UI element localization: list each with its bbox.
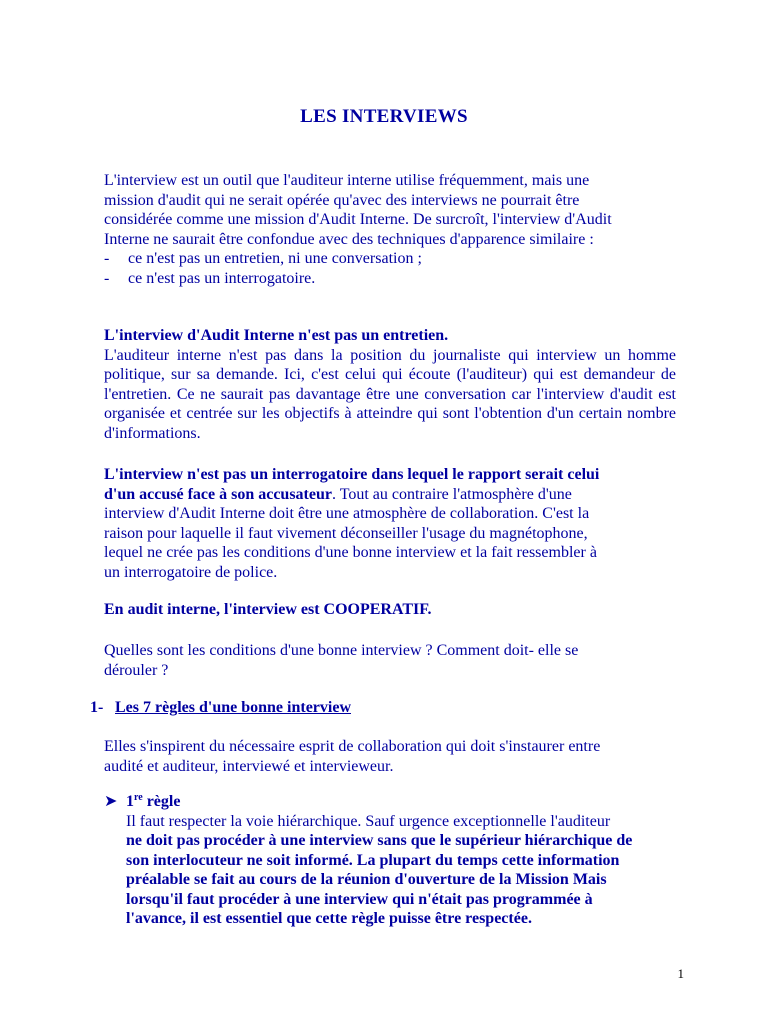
page-title: LES INTERVIEWS: [300, 106, 468, 127]
bullet-text: ce n'est pas un interrogatoire.: [128, 269, 316, 287]
rule-body: [126, 812, 658, 929]
bullet-dash: -: [104, 269, 110, 287]
rule-line-part: La plupart du temps cette information: [352, 851, 620, 869]
rule-number: 1: [126, 793, 134, 810]
rule-line: Il faut respecter la voie hiérarchique. Sauf urgence exceptionnelle l'auditeur: [126, 812, 611, 830]
rule-heading: [126, 792, 180, 812]
section-lead: L'interview n'est pas un interrogatoire dans lequel le rapport serait celui: [104, 466, 600, 483]
rule-ordinal: re: [134, 792, 143, 803]
section-heading-1: [90, 698, 490, 718]
page-number: 1: [677, 966, 684, 981]
section-not-interrogatoire: [104, 465, 676, 582]
rule-line: lorsqu'il faut procéder à une interview qui n'était pas programmée à: [126, 890, 593, 908]
rules-intro-line: audité et auditeur, interviewé et intervieweur.: [104, 757, 394, 775]
bullet-dash: -: [104, 250, 110, 267]
section-lead: L'interview d'Audit Interne n'est pas un entretien.: [104, 327, 449, 344]
section-not-entretien: [104, 326, 676, 443]
section-body: L'auditeur interne n'est pas dans la position du journaliste qui interview un homme politique, sur sa demande. Ici, c'est celui qui écoute (l'auditeur) qui est demandeur de l'entretien. Ce ne saurait pas davantage être une conversation car l'interview d'audit est organisée et centrée sur les objectifs à atteindre qui sont l'obtention d'un certain nombre d'informations.: [104, 346, 676, 442]
bullet-item: [104, 249, 664, 269]
rules-intro: [104, 737, 676, 776]
bullet-item: [104, 269, 664, 289]
intro-line: considérée comme une mission d'Audit Interne. De surcroît, l'interview d'Audit: [104, 211, 612, 228]
question-line: dérouler ?: [104, 661, 169, 679]
rule-line-part: son interlocuteur ne soit informé.: [126, 851, 353, 869]
rule-line: ne doit pas procéder à une interview sans que le supérieur hiérarchique de: [126, 832, 633, 849]
section-line: lequel ne crée pas les conditions d'une bonne interview et la fait ressembler à: [104, 544, 597, 561]
rule-line: l'avance, il est essentiel que cette règle puisse être respectée.: [126, 910, 532, 927]
section-line: interview d'Audit Interne doit être une atmosphère de collaboration. C'est la: [104, 505, 590, 522]
bullet-text: ce n'est pas un entretien, ni une conversation ;: [128, 250, 422, 267]
intro-line: Interne ne saurait être confondue avec des techniques d'apparence similaire :: [104, 230, 594, 248]
heading-label: Les 7 règles d'une bonne interview: [115, 699, 351, 716]
rule-line: [126, 851, 658, 871]
section-line: raison pour laquelle il faut vivement déconseiller l'usage du magnétophone,: [104, 524, 588, 542]
rule-line: préalable se fait au cours de la réunion d'ouverture de la Mission Mais: [126, 871, 607, 888]
rules-intro-line: Elles s'inspirent du nécessaire esprit de collaboration qui doit s'instaurer entre: [104, 738, 601, 755]
section-body-start: . Tout au contraire l'atmosphère d'une: [331, 485, 572, 503]
intro-paragraph: [104, 171, 664, 288]
intro-line: L'interview est un outil que l'auditeur interne utilise fréquemment, mais une: [104, 172, 590, 189]
heading-number: 1-: [90, 699, 104, 716]
section-line: un interrogatoire de police.: [104, 563, 278, 581]
rule-word: règle: [142, 793, 181, 810]
section-lead-end: d'un accusé face à son accusateur: [104, 485, 332, 503]
question-line: Quelles sont les conditions d'une bonne interview ? Comment doit- elle se: [104, 642, 579, 659]
arrow-bullet-icon: ➤: [104, 793, 118, 810]
cooperatif-statement: En audit interne, l'interview est COOPERATIF.: [104, 601, 432, 618]
intro-line: mission d'audit qui ne serait opérée qu'avec des interviews ne pourrait être: [104, 191, 580, 209]
question-paragraph: [104, 641, 664, 680]
section-line: [104, 485, 676, 505]
